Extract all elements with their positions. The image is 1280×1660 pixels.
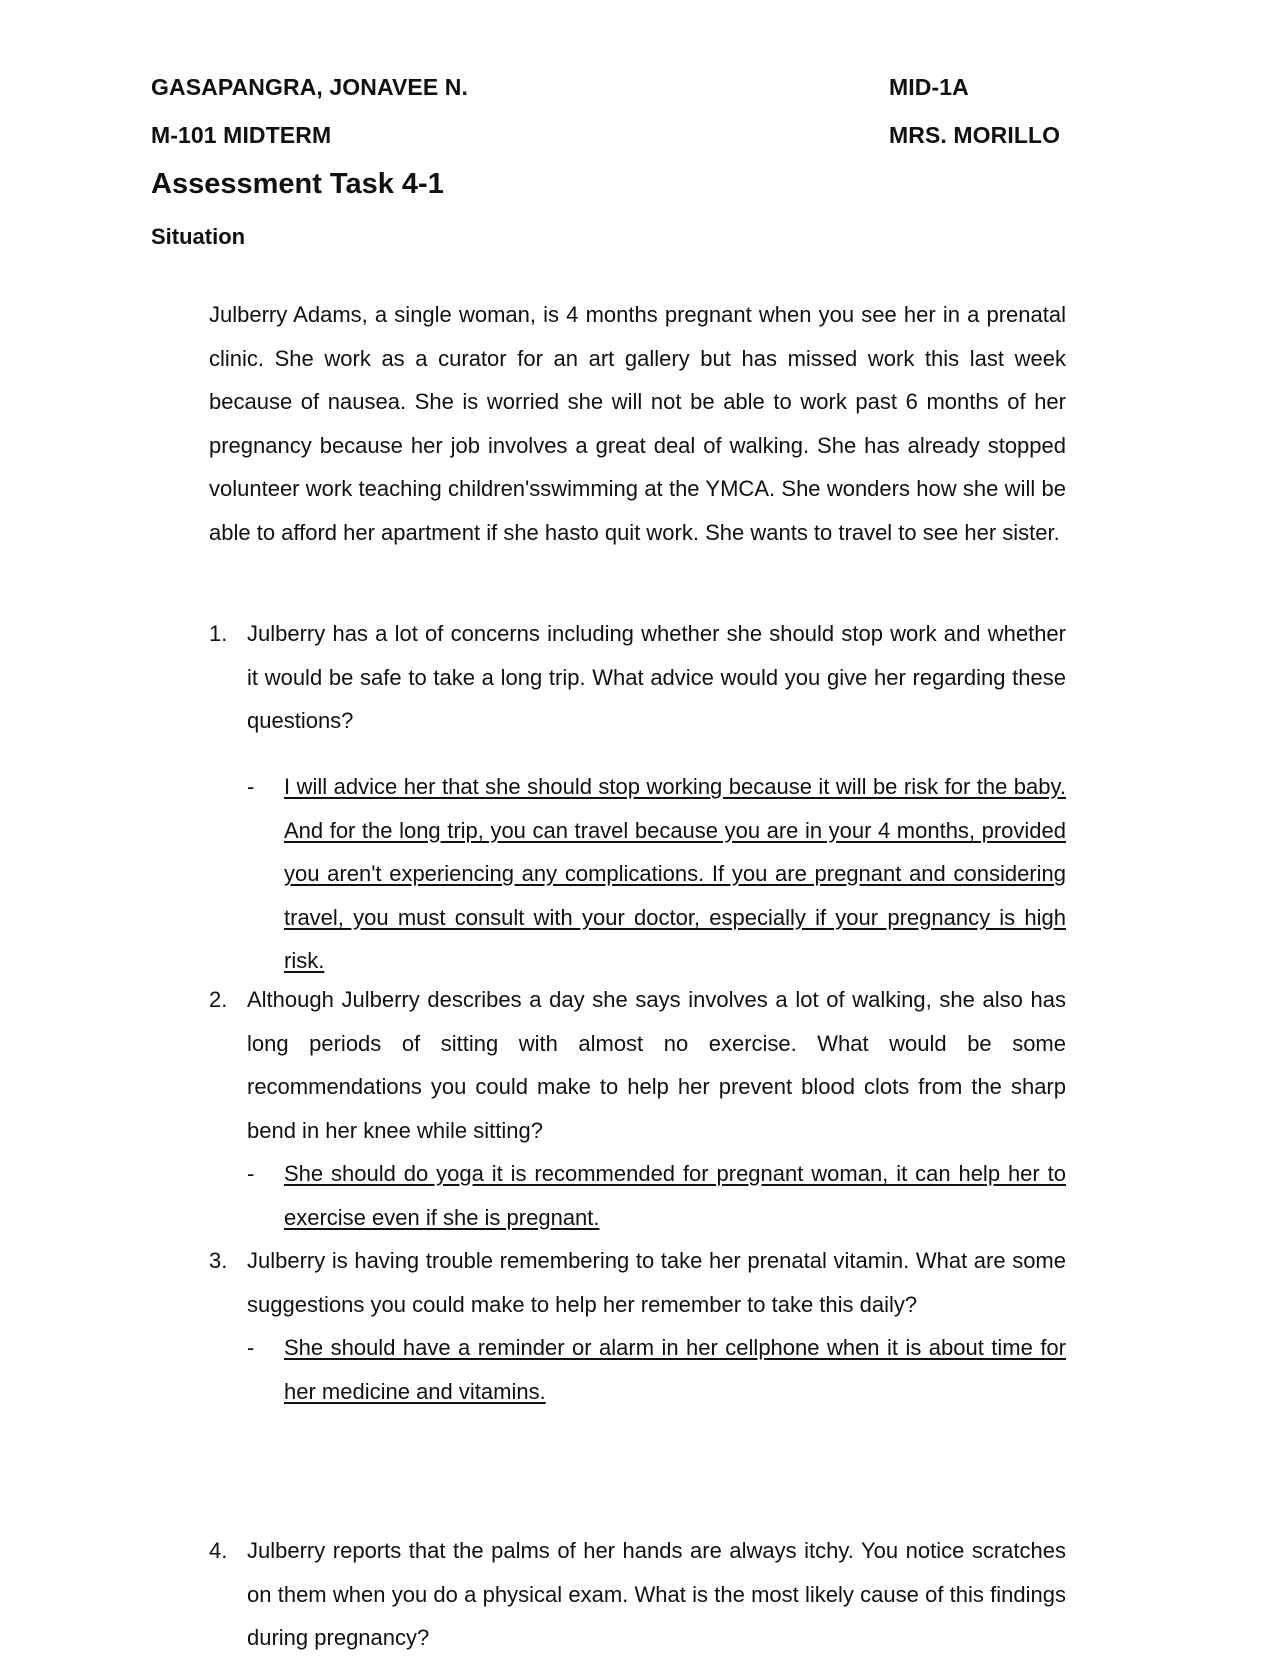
question-number: 3.: [209, 1248, 228, 1273]
answer-bullet: -: [247, 1335, 255, 1360]
answer-bullet: -: [247, 774, 255, 799]
answer-text: She should do yoga it is recommended for pregnant woman, it can help her to exercise even if she is pregnant.: [284, 1161, 1066, 1230]
question-number: 1.: [209, 621, 228, 646]
student-name: GASAPANGRA, JONAVEE N.: [151, 74, 469, 100]
answer-text: I will advice her that she should stop working because it will be risk for the baby. And for the long trip, you can travel because you are in your 4 months, provided you aren't experiencing any complications. If you are pregnant and considering travel, you must consult with your doctor, especially if your pregnancy is high risk.: [284, 774, 1066, 973]
section-label: MID-1A: [889, 74, 969, 100]
question-text: Julberry is having trouble remembering to take her prenatal vitamin. What are some suggestions you could make to help her remember to take this daily?: [247, 1248, 1066, 1317]
situation-paragraph: Julberry Adams, a single woman, is 4 months pregnant when you see her in a prenatal clinic. She work as a curator for an art gallery but has missed work this last week because of nausea. She is worried she will not be able to work past 6 months of her pregnancy because her job involves a great deal of walking. She has already stopped volunteer work teaching children'sswimming at the YMCA. She wonders how she will be able to afford her apartment if she hasto quit work. She wants to travel to see her sister.: [209, 302, 1066, 545]
subject-label: M-101 MIDTERM: [151, 122, 332, 148]
teacher-label: MRS. MORILLO: [889, 122, 1061, 148]
answer-bullet: -: [247, 1161, 255, 1186]
question-text: Julberry has a lot of concerns including whether she should stop work and whether it would be safe to take a long trip. What advice would you give her regarding these questions?: [247, 621, 1066, 733]
page-title: Assessment Task 4-1: [151, 168, 444, 200]
question-number: 2.: [209, 987, 228, 1012]
question-text: Although Julberry describes a day she says involves a lot of walking, she also has long periods of sitting with almost no exercise. What would be some recommendations you could make to help her prevent blood clots from the sharp bend in her knee while sitting?: [247, 987, 1066, 1143]
question-text: Julberry reports that the palms of her hands are always itchy. You notice scratches on them when you do a physical exam. What is the most likely cause of this findings during pregnancy?: [247, 1538, 1066, 1650]
situation-heading: Situation: [151, 224, 246, 249]
question-number: 4.: [209, 1538, 228, 1563]
answer-text: She should have a reminder or alarm in her cellphone when it is about time for her medicine and vitamins.: [284, 1335, 1066, 1404]
